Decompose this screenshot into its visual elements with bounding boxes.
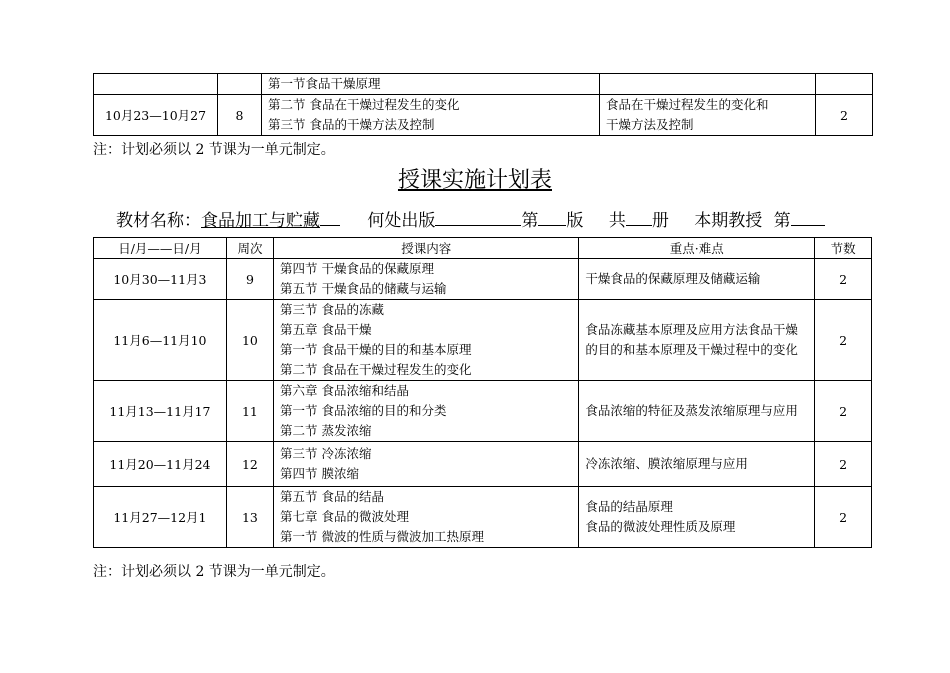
teaching-plan-table [93,237,872,548]
week-cell [218,74,262,95]
hours-cell: 2 [816,95,873,136]
volume-suffix: 册 [651,211,669,231]
edition-blank [538,207,566,226]
date-cell [94,74,218,95]
date-cell: 10月23—10月27 [94,95,218,136]
date-cell: 11月6—11月10 [94,300,227,381]
key-points-cell: 冷冻浓缩、膜浓缩原理与应用 [579,442,815,487]
date-cell: 11月27—12月1 [94,487,227,548]
week-cell: 13 [226,487,273,548]
content-cell: 第五节 食品的结晶 第七章 食品的微波处理 第一节 微波的性质与微波加工热原理 [274,487,579,548]
content-cell: 第二节 食品在干燥过程发生的变化 第三节 食品的干燥方法及控制 [262,95,600,136]
content-cell: 第三节 冷冻浓缩 第四节 膜浓缩 [274,442,579,487]
content-cell: 第三节 食品的冻藏 第五章 食品干燥 第一节 食品干燥的目的和基本原理 第二节 食品在干燥过程发生的变化 [274,300,579,381]
hours-cell: 2 [815,300,872,381]
hours-cell: 2 [815,381,872,442]
table-row [94,259,872,300]
key-points-cell [600,74,816,95]
page-title: 授课实施计划表 [397,168,552,193]
header-hours: 节数 [815,238,872,259]
date-cell: 11月13—11月17 [94,381,227,442]
textbook-name: 食品加工与贮藏 [201,211,320,231]
table-row [94,381,872,442]
hours-cell: 2 [815,259,872,300]
table-header-row [94,238,872,259]
key-points-cell: 食品在干燥过程发生的变化和 干燥方法及控制 [600,95,816,136]
hours-cell: 2 [815,487,872,548]
week-cell: 10 [226,300,273,381]
term-prefix: 第 [773,211,791,231]
table-row [94,487,872,548]
week-cell: 8 [218,95,262,136]
key-points-cell: 食品浓缩的特征及蒸发浓缩原理与应用 [579,381,815,442]
textbook-info-line [116,206,825,231]
week-cell: 12 [226,442,273,487]
content-cell: 第一节食品干燥原理 [262,74,600,95]
note-bottom: 注：计划必须以 2 节课为一单元制定。 [93,564,335,580]
table-row [94,95,873,136]
edition-prefix: 第 [521,211,539,231]
textbook-label: 教材名称： [116,211,201,231]
content-cell: 第四节 干燥食品的保藏原理 第五节 干燥食品的储藏与运输 [274,259,579,300]
publisher-label: 何处出版 [367,211,436,231]
term-blank [791,207,825,226]
term-label: 本期教授 [694,211,763,231]
volume-prefix: 共 [608,211,626,231]
table-row [94,74,873,95]
textbook-blank [320,207,340,226]
table-row [94,300,872,381]
key-points-cell: 食品的结晶原理 食品的微波处理性质及原理 [579,487,815,548]
key-points-cell: 食品冻藏基本原理及应用方法食品干燥的目的和基本原理及干燥过程中的变化 [579,300,815,381]
week-cell: 11 [226,381,273,442]
publisher-blank [435,207,521,226]
header-key-points: 重点·难点 [579,238,815,259]
hours-cell: 2 [815,442,872,487]
header-content: 授课内容 [274,238,579,259]
content-cell: 第六章 食品浓缩和结晶 第一节 食品浓缩的目的和分类 第二节 蒸发浓缩 [274,381,579,442]
note-top: 注：计划必须以 2 节课为一单元制定。 [93,142,335,158]
date-cell: 10月30—11月3 [94,259,227,300]
week-cell: 9 [226,259,273,300]
date-cell: 11月20—11月24 [94,442,227,487]
previous-schedule-table [93,73,873,136]
key-points-cell: 干燥食品的保藏原理及储藏运输 [579,259,815,300]
edition-suffix: 版 [566,211,584,231]
hours-cell [816,74,873,95]
header-week: 周次 [226,238,273,259]
volume-blank [626,207,652,226]
header-date: 日/月——日/月 [94,238,227,259]
table-row [94,442,872,487]
